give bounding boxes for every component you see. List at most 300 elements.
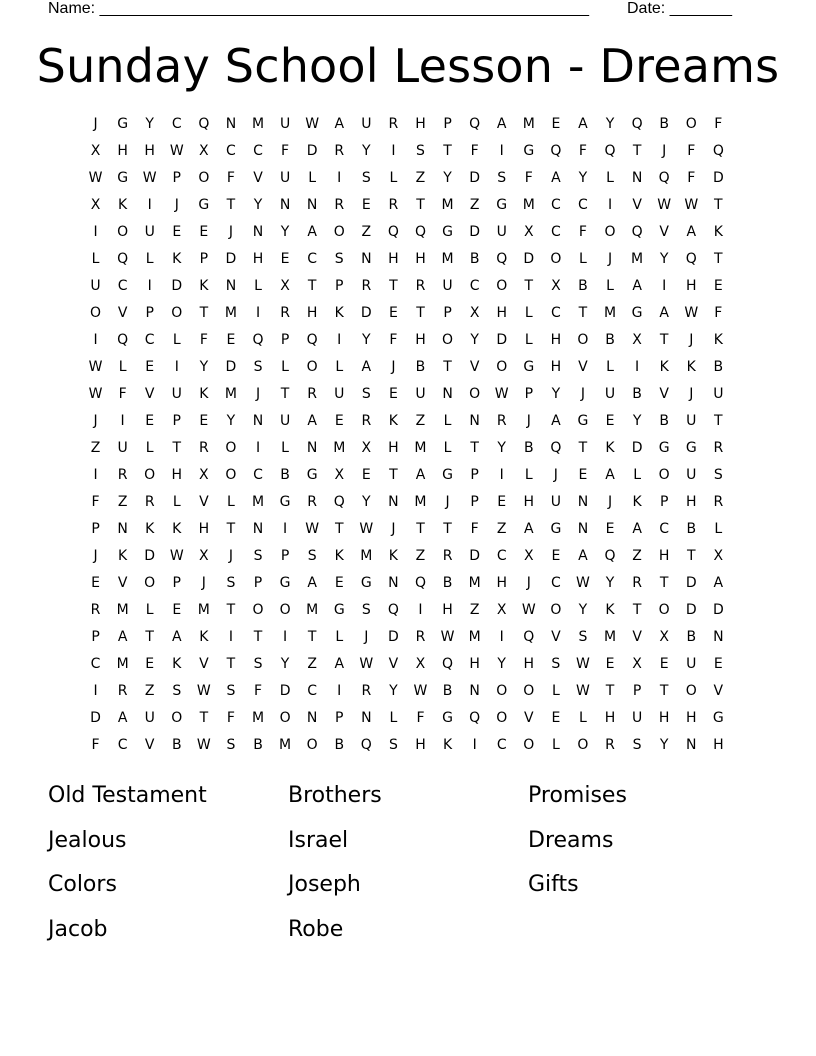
grid-letter: W (413, 683, 428, 699)
grid-letter: O (279, 602, 291, 618)
grid-letter: N (117, 521, 128, 537)
grid-letter: T (389, 278, 398, 294)
grid-row (82, 732, 732, 759)
grid-letter: M (468, 575, 481, 591)
grid-row (82, 354, 732, 381)
grid-letter: U (686, 656, 697, 672)
grid-letter: T (145, 629, 154, 645)
grid-letter: H (685, 710, 697, 726)
grid-letter: H (144, 143, 155, 159)
grid-letter: V (713, 683, 724, 699)
grid-letter: E (713, 656, 723, 672)
grid-letter: I (662, 278, 667, 294)
grid-letter: S (388, 737, 398, 753)
grid-letter: C (253, 467, 263, 483)
grid-letter: J (93, 413, 98, 429)
grid-letter: L (335, 359, 344, 375)
grid-letter: O (306, 359, 318, 375)
grid-letter: P (172, 170, 181, 186)
grid-letter: E (172, 602, 182, 618)
grid-letter: O (90, 305, 102, 321)
grid-letter: E (605, 413, 615, 429)
grid-letter: X (523, 548, 534, 564)
grid-letter: N (361, 251, 372, 267)
grid-letter: Y (632, 413, 642, 429)
grid-letter: O (658, 467, 670, 483)
grid-letter: T (605, 683, 615, 699)
grid-letter: C (578, 197, 588, 213)
grid-letter: A (334, 116, 345, 132)
grid-row (82, 327, 732, 354)
grid-letter: T (659, 332, 669, 348)
grid-letter: D (90, 710, 101, 726)
grid-letter: L (524, 467, 533, 483)
grid-letter: F (416, 710, 425, 726)
grid-letter: E (361, 467, 371, 483)
grid-letter: N (306, 710, 318, 726)
grid-letter: V (659, 386, 669, 402)
grid-letter: K (713, 224, 723, 240)
grid-letter: Q (496, 251, 508, 267)
grid-letter: A (713, 575, 724, 591)
grid-letter: Q (658, 170, 670, 186)
grid-letter: C (117, 278, 128, 294)
grid-letter: F (91, 494, 100, 510)
grid-letter: R (90, 602, 101, 618)
grid-letter: X (713, 548, 724, 564)
grid-letter: V (659, 224, 669, 240)
grid-letter: X (280, 278, 290, 294)
grid-letter: L (714, 521, 723, 537)
grid-letter: M (468, 629, 481, 645)
grid-letter: N (252, 521, 264, 537)
page-title: Sunday School Lesson - Dreams (36, 39, 780, 93)
grid-letter: O (550, 602, 562, 618)
grid-letter: X (334, 467, 345, 483)
grid-letter: Y (497, 656, 506, 672)
grid-letter: A (415, 467, 426, 483)
grid-letter: E (361, 197, 371, 213)
grid-letter: L (91, 251, 100, 267)
grid-letter: P (280, 548, 290, 564)
grid-letter: U (361, 116, 372, 132)
grid-letter: J (228, 224, 233, 240)
grid-letter: Q (387, 224, 399, 240)
grid-letter: O (496, 683, 508, 699)
grid-letter: A (578, 548, 588, 564)
grid-letter: I (120, 413, 125, 429)
grid-letter: P (335, 278, 344, 294)
grid-letter: O (523, 737, 535, 753)
grid-letter: W (305, 521, 320, 537)
grid-letter: K (199, 386, 209, 402)
grid-letter: L (606, 170, 614, 186)
word-item: Israel (288, 827, 349, 853)
grid-letter: O (577, 737, 589, 753)
grid-letter: G (279, 494, 291, 510)
grid-letter: N (469, 683, 480, 699)
grid-letter: I (391, 143, 396, 159)
grid-letter: Z (469, 602, 480, 618)
grid-letter: L (172, 494, 181, 510)
grid-letter: I (93, 224, 98, 240)
grid-letter: L (227, 494, 235, 510)
grid-letter: B (605, 332, 615, 348)
grid-row (82, 435, 732, 462)
grid-letter: E (334, 413, 344, 429)
grid-letter: U (117, 440, 128, 456)
grid-letter: J (255, 386, 261, 402)
grid-letter: T (686, 548, 696, 564)
grid-letter: I (283, 629, 288, 645)
grid-letter: N (306, 440, 318, 456)
grid-letter: X (496, 602, 507, 618)
grid-letter: Y (605, 575, 615, 591)
grid-letter: N (361, 710, 372, 726)
grid-letter: Y (659, 737, 669, 753)
grid-letter: K (713, 332, 723, 348)
letter-grid (82, 111, 732, 759)
grid-letter: V (199, 494, 209, 510)
grid-row (82, 246, 732, 273)
grid-letter: Q (117, 251, 129, 267)
grid-letter: U (279, 413, 291, 429)
grid-row (82, 273, 732, 300)
grid-letter: T (578, 305, 588, 321)
grid-row (82, 705, 732, 732)
grid-letter: D (685, 575, 697, 591)
grid-letter: H (415, 251, 426, 267)
grid-letter: N (306, 197, 318, 213)
grid-letter: P (145, 305, 154, 321)
grid-letter: R (632, 575, 642, 591)
grid-letter: H (523, 494, 535, 510)
grid-letter: S (226, 737, 236, 753)
grid-letter: L (443, 413, 452, 429)
grid-letter: X (469, 305, 480, 321)
grid-letter: D (360, 305, 372, 321)
grid-letter: Y (443, 170, 452, 186)
grid-letter: W (88, 386, 103, 402)
grid-letter: C (550, 575, 561, 591)
grid-letter: G (442, 710, 453, 726)
grid-letter: T (307, 629, 317, 645)
grid-letter: Q (712, 143, 724, 159)
grid-row (82, 597, 732, 624)
grid-letter: B (632, 386, 642, 402)
grid-letter: U (442, 278, 453, 294)
grid-letter: L (551, 683, 560, 699)
grid-letter: X (523, 224, 534, 240)
grid-letter: J (445, 494, 450, 510)
grid-letter: S (361, 602, 371, 618)
grid-letter: S (253, 548, 263, 564)
grid-letter: V (469, 359, 480, 375)
grid-letter: U (144, 224, 155, 240)
grid-letter: J (553, 467, 558, 483)
grid-letter: A (334, 656, 345, 672)
grid-letter: Z (307, 656, 317, 672)
grid-letter: H (523, 656, 535, 672)
grid-letter: G (117, 116, 129, 132)
grid-letter: O (496, 710, 508, 726)
grid-letter: J (580, 386, 586, 402)
grid-letter: Z (415, 170, 426, 186)
grid-letter: T (578, 440, 588, 456)
grid-letter: T (524, 278, 534, 294)
grid-letter: J (201, 575, 206, 591)
grid-letter: V (117, 575, 128, 591)
grid-letter: E (145, 656, 155, 672)
grid-letter: T (714, 413, 723, 429)
grid-letter: J (662, 143, 667, 159)
header-line (48, 0, 748, 22)
grid-letter: I (418, 602, 423, 618)
grid-letter: M (603, 305, 617, 321)
grid-row (82, 381, 732, 408)
grid-letter: Z (496, 521, 507, 537)
grid-row (82, 462, 732, 489)
grid-letter: T (632, 602, 642, 618)
date-field-label: Date: _______ (627, 0, 732, 17)
grid-letter: H (469, 656, 480, 672)
grid-letter: T (443, 143, 452, 159)
grid-letter: Z (415, 548, 426, 564)
grid-letter: K (118, 197, 128, 213)
grid-row (82, 192, 732, 219)
grid-letter: D (685, 602, 697, 618)
grid-letter: D (469, 224, 481, 240)
grid-letter: B (523, 440, 534, 456)
grid-letter: H (550, 359, 562, 375)
grid-letter: I (499, 143, 504, 159)
grid-letter: W (657, 197, 672, 213)
grid-letter: Z (90, 440, 101, 456)
grid-row (82, 408, 732, 435)
grid-letter: P (524, 386, 534, 402)
grid-letter: Y (362, 494, 371, 510)
grid-row (82, 489, 732, 516)
grid-letter: G (577, 413, 589, 429)
grid-letter: T (714, 197, 723, 213)
grid-letter: B (442, 575, 453, 591)
grid-letter: M (360, 548, 373, 564)
grid-letter: Q (252, 332, 264, 348)
grid-letter: V (199, 656, 209, 672)
grid-letter: D (225, 251, 237, 267)
grid-letter: Q (604, 143, 616, 159)
grid-letter: T (659, 683, 669, 699)
grid-letter: L (579, 251, 587, 267)
grid-letter: W (169, 143, 184, 159)
grid-letter: F (524, 170, 533, 186)
grid-letter: C (226, 143, 236, 159)
grid-letter: O (604, 224, 616, 240)
grid-letter: G (333, 602, 345, 618)
grid-letter: X (632, 332, 642, 348)
grid-letter: K (388, 413, 398, 429)
grid-letter: V (144, 386, 155, 402)
grid-letter: F (687, 170, 696, 186)
grid-letter: B (442, 683, 453, 699)
word-item: Promises (528, 783, 627, 808)
grid-letter: L (551, 737, 560, 753)
grid-letter: A (605, 467, 615, 483)
grid-letter: T (443, 359, 452, 375)
grid-letter: K (686, 359, 696, 375)
grid-letter: P (172, 413, 181, 429)
grid-letter: A (307, 224, 317, 240)
grid-letter: N (279, 197, 291, 213)
grid-letter: W (684, 197, 699, 213)
grid-letter: R (334, 143, 345, 159)
grid-letter: B (334, 737, 345, 753)
grid-letter: S (334, 251, 344, 267)
grid-letter: L (145, 440, 154, 456)
grid-letter: H (388, 251, 399, 267)
grid-letter: Q (414, 575, 426, 591)
grid-letter: Z (361, 224, 372, 240)
grid-letter: E (713, 278, 723, 294)
grid-letter: I (147, 278, 152, 294)
grid-letter: T (226, 602, 236, 618)
grid-letter: L (389, 710, 398, 726)
grid-letter: Q (685, 251, 697, 267)
grid-letter: P (91, 521, 100, 537)
grid-letter: T (172, 440, 182, 456)
grid-letter: Y (199, 359, 209, 375)
grid-letter: X (199, 143, 209, 159)
grid-letter: H (658, 548, 670, 564)
grid-letter: W (576, 656, 590, 672)
word-item: Old Testament (48, 783, 207, 808)
grid-letter: P (443, 305, 452, 321)
grid-letter: P (443, 116, 452, 132)
grid-letter: S (416, 143, 425, 159)
grid-letter: B (659, 413, 669, 429)
grid-letter: B (686, 629, 697, 645)
grid-letter: E (605, 521, 615, 537)
grid-letter: D (496, 332, 508, 348)
grid-letter: Y (551, 386, 561, 402)
grid-letter: C (496, 737, 507, 753)
grid-letter: G (523, 359, 535, 375)
grid-letter: U (550, 494, 561, 510)
grid-letter: S (307, 548, 317, 564)
grid-letter: L (145, 251, 154, 267)
grid-row (82, 111, 732, 138)
grid-letter: E (145, 413, 155, 429)
grid-letter: W (88, 359, 103, 375)
grid-letter: U (631, 710, 643, 726)
grid-letter: I (337, 332, 342, 348)
grid-letter: Q (442, 656, 454, 672)
grid-letter: Q (469, 710, 481, 726)
grid-row (82, 138, 732, 165)
grid-letter: U (90, 278, 101, 294)
grid-letter: H (496, 575, 507, 591)
grid-letter: K (334, 305, 344, 321)
grid-letter: F (253, 683, 263, 699)
grid-letter: P (199, 251, 209, 267)
grid-letter: H (306, 305, 318, 321)
word-item: Robe (288, 916, 344, 942)
grid-letter: E (578, 467, 588, 483)
grid-letter: O (171, 710, 183, 726)
word-row (48, 775, 768, 820)
grid-letter: B (469, 251, 480, 267)
grid-letter: O (658, 602, 670, 618)
grid-letter: Q (631, 224, 643, 240)
grid-letter: I (499, 467, 504, 483)
grid-letter: C (307, 683, 318, 699)
grid-letter: K (605, 440, 615, 456)
grid-letter: F (470, 143, 479, 159)
grid-letter: Z (469, 197, 480, 213)
grid-row (82, 678, 732, 705)
grid-letter: H (658, 710, 670, 726)
grid-letter: A (551, 170, 561, 186)
grid-letter: K (659, 359, 669, 375)
grid-letter: R (361, 413, 372, 429)
grid-letter: M (414, 494, 427, 510)
grid-letter: G (442, 224, 453, 240)
grid-letter: C (550, 224, 561, 240)
grid-letter: U (604, 386, 616, 402)
grid-letter: O (496, 278, 508, 294)
grid-letter: M (333, 440, 346, 456)
grid-letter: L (172, 332, 181, 348)
grid-letter: C (90, 656, 101, 672)
grid-letter: F (578, 224, 587, 240)
grid-letter: K (172, 251, 182, 267)
grid-letter: U (279, 116, 291, 132)
grid-letter: E (334, 575, 344, 591)
grid-letter: T (226, 197, 236, 213)
grid-letter: L (281, 359, 289, 375)
grid-letter: N (713, 629, 724, 645)
grid-letter: K (118, 548, 128, 564)
grid-letter: O (306, 737, 318, 753)
grid-letter: I (255, 440, 261, 456)
grid-letter: R (361, 683, 372, 699)
grid-letter: X (415, 656, 426, 672)
grid-letter: U (496, 224, 507, 240)
grid-letter: T (280, 386, 290, 402)
word-row (48, 864, 768, 909)
grid-letter: T (470, 440, 479, 456)
grid-letter: D (171, 278, 183, 294)
grid-letter: J (526, 413, 531, 429)
grid-letter: D (712, 170, 724, 186)
grid-letter: N (252, 224, 264, 240)
grid-letter: Y (145, 116, 154, 132)
grid-letter: O (225, 440, 237, 456)
grid-letter: I (499, 629, 504, 645)
grid-letter: N (469, 413, 480, 429)
grid-letter: D (631, 440, 643, 456)
grid-letter: H (604, 710, 616, 726)
grid-letter: T (389, 467, 398, 483)
grid-letter: Q (360, 737, 372, 753)
grid-letter: H (713, 737, 724, 753)
grid-letter: M (522, 197, 535, 213)
grid-letter: E (659, 656, 669, 672)
grid-letter: Q (333, 494, 345, 510)
grid-letter: T (416, 197, 425, 213)
grid-letter: T (443, 521, 452, 537)
grid-letter: Y (226, 413, 236, 429)
